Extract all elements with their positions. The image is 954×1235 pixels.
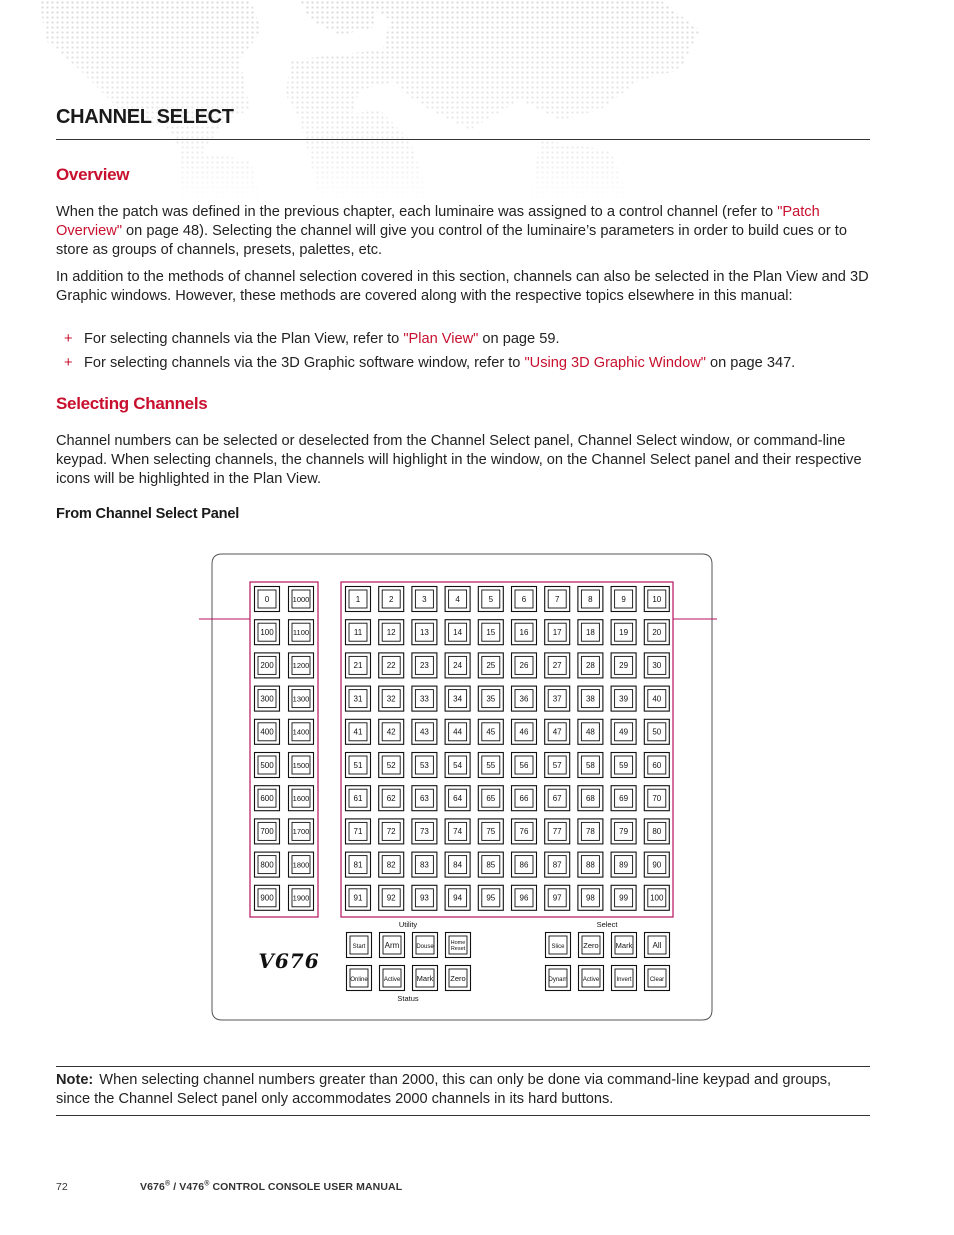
key-label: 25 — [486, 661, 496, 671]
select-label: Select — [596, 920, 618, 929]
key-label: 11 — [353, 628, 363, 637]
key-label: 51 — [353, 760, 363, 770]
status-label: Status — [397, 994, 419, 1003]
key-label: 65 — [486, 794, 496, 803]
key-label: 39 — [619, 694, 629, 704]
key-label: 93 — [419, 893, 429, 903]
registered-mark: ® — [164, 1180, 171, 1187]
plan-view-link[interactable]: "Plan View" — [403, 331, 479, 347]
key-label: 53 — [419, 760, 429, 770]
key-label: 1800 — [292, 860, 310, 870]
key-label: Zero — [450, 973, 466, 983]
page-number: 72 — [56, 1180, 68, 1193]
key-label: 300 — [260, 694, 274, 704]
key-label: 33 — [419, 694, 429, 704]
key-label: 600 — [260, 794, 274, 803]
key-label: 66 — [519, 794, 529, 803]
panel-outline-top — [212, 554, 712, 580]
key-label: 44 — [453, 727, 463, 737]
key-label: 88 — [585, 860, 595, 870]
bullet-item — [64, 354, 864, 373]
key-label: 900 — [260, 893, 274, 903]
key-label: Zero — [583, 940, 599, 950]
key-label: 37 — [552, 694, 562, 704]
key-label: 74 — [453, 827, 463, 837]
key-label: 16 — [519, 628, 529, 637]
model-v476: / V476 — [170, 1180, 205, 1193]
key-label: 20 — [652, 628, 662, 637]
key-label: 75 — [486, 827, 496, 837]
key-label: 29 — [619, 661, 629, 671]
key-label: 12 — [386, 628, 396, 637]
v676-logo: V676 — [258, 949, 320, 973]
model-v676: V676 — [140, 1180, 165, 1193]
key-label: 4 — [455, 594, 460, 604]
key-label: 7 — [554, 594, 560, 604]
key-label: 24 — [453, 661, 463, 671]
key-label: 21 — [353, 661, 363, 671]
key-label: 41 — [353, 727, 363, 737]
note-top-rule — [56, 1066, 870, 1067]
key-label: 1400 — [292, 727, 310, 737]
key-label: 9 — [621, 594, 626, 604]
key-label: 1200 — [292, 661, 310, 671]
key-label: 13 — [419, 628, 429, 637]
key-label: Active — [383, 976, 401, 983]
key-label: 48 — [585, 727, 595, 737]
key-label: 1000 — [292, 594, 310, 604]
key-label: 91 — [353, 893, 363, 903]
key-label: 23 — [419, 661, 429, 671]
key-label: 80 — [652, 827, 662, 837]
document-title — [140, 1181, 402, 1193]
key-label: 1600 — [292, 794, 310, 803]
key-label: 92 — [386, 893, 396, 903]
key-label: 35 — [486, 694, 496, 704]
key-label: Slice — [551, 943, 565, 950]
key-label: 38 — [585, 694, 595, 704]
key-label: 58 — [585, 760, 595, 770]
key-label: 57 — [552, 760, 562, 770]
bullet-text-a: For selecting channels via the Plan View, refer to — [84, 331, 404, 347]
key-label: All — [652, 940, 662, 950]
patch-overview-link[interactable]: "Patch Overview" — [56, 204, 820, 239]
key-label: 1700 — [292, 827, 310, 837]
key-label: 500 — [260, 760, 274, 770]
key-label: 50 — [652, 727, 662, 737]
key-label: 28 — [585, 661, 595, 671]
key-label: 77 — [552, 827, 562, 837]
key-label: 73 — [419, 827, 429, 837]
overview-heading: Overview — [56, 165, 130, 184]
note-bottom-rule — [56, 1115, 870, 1116]
key-label: 3 — [422, 594, 427, 604]
key-label: 22 — [386, 661, 396, 671]
registered-mark: ® — [204, 1180, 210, 1187]
note-text: When selecting channel numbers greater than 2000, this can only be done via command-line keypad and groups, since the Channel Select panel only accommodates 2000 channels in its hard buttons. — [56, 1072, 832, 1107]
key-label: 18 — [585, 628, 595, 637]
key-label: 2 — [388, 594, 394, 604]
key-label: 15 — [486, 628, 496, 637]
key-label: 83 — [419, 860, 429, 870]
key-label: 1900 — [292, 893, 310, 903]
key-label: 68 — [585, 794, 595, 803]
panel-outline-bottom — [212, 1000, 712, 1020]
key-label: 1300 — [292, 694, 310, 704]
bullet-text-b: on page 59. — [478, 331, 560, 347]
key-label: 30 — [652, 661, 662, 671]
key-label: 200 — [260, 661, 274, 671]
key-label: Mark — [416, 973, 434, 983]
key-label: 100 — [650, 893, 664, 903]
bullet-text-b: on page 347. — [705, 355, 796, 371]
key-label: 42 — [386, 727, 396, 737]
key-label: 800 — [260, 860, 274, 870]
key-label: 64 — [453, 794, 463, 803]
key-label: 56 — [519, 760, 529, 770]
key-label: 10 — [652, 594, 662, 604]
key-label: Reset — [450, 946, 466, 952]
key-label: 1100 — [292, 628, 310, 637]
key-label: 99 — [619, 893, 629, 903]
key-label: 400 — [260, 727, 274, 737]
key-label: 54 — [453, 760, 463, 770]
world-map-background — [0, 0, 954, 200]
key-label: 60 — [652, 760, 662, 770]
key-label: 1500 — [292, 760, 310, 770]
page-title: CHANNEL SELECT — [56, 106, 234, 128]
overview-p1-text-a: When the patch was defined in the previous chapter, each luminaire was assigned to a control channel (refer to — [56, 204, 778, 220]
key-label: 62 — [386, 794, 396, 803]
key-label: 78 — [585, 827, 595, 837]
key-label: 52 — [386, 760, 396, 770]
key-label: 71 — [353, 827, 363, 837]
key-label: 81 — [353, 860, 363, 870]
key-label: 55 — [486, 760, 496, 770]
key-label: 17 — [552, 628, 562, 637]
key-label: 98 — [585, 893, 595, 903]
key-label: Clear — [649, 976, 665, 983]
key-label: 45 — [486, 727, 496, 737]
note-box — [56, 1071, 868, 1109]
key-label: 84 — [453, 860, 463, 870]
overview-paragraph-1 — [56, 203, 871, 260]
key-label: Arm — [384, 940, 400, 950]
key-label: 69 — [619, 794, 629, 803]
key-label: 26 — [519, 661, 529, 671]
key-label: Home — [450, 940, 466, 946]
key-label: 8 — [588, 594, 593, 604]
bullet-marker: + — [64, 331, 73, 347]
key-label: 70 — [652, 794, 662, 803]
key-label: 79 — [619, 827, 629, 837]
key-label: 59 — [619, 760, 629, 770]
key-label: 96 — [519, 893, 529, 903]
note-label: Note: — [56, 1072, 94, 1088]
key-label: 43 — [419, 727, 429, 737]
selecting-channels-heading: Selecting Channels — [56, 394, 208, 413]
bullet-item — [64, 330, 864, 349]
channel-select-panel-figure — [199, 550, 719, 1025]
key-label: 40 — [652, 694, 662, 704]
title-divider — [56, 139, 870, 140]
key-label: 34 — [453, 694, 463, 704]
key-label: Douse — [416, 943, 434, 950]
bullet-text-a: For selecting channels via the 3D Graphic software window, refer to — [84, 355, 525, 371]
key-label: 6 — [521, 594, 527, 604]
key-label: 47 — [552, 727, 562, 737]
key-label: 95 — [486, 893, 496, 903]
key-label: Active — [582, 976, 600, 983]
selecting-channels-paragraph: Channel numbers can be selected or deselected from the Channel Select panel, Channel Select window, or command-line keypad. When selecting channels, the channels will highlight in the window, on the Channel Select panel and their respective icons will be highlighted in the Plan View. — [56, 433, 862, 487]
key-label: 67 — [552, 794, 562, 803]
key-label: Online — [350, 976, 368, 983]
manual-name: CONTROL CONSOLE USER MANUAL — [209, 1180, 403, 1193]
key-label: 61 — [353, 794, 363, 803]
key-label: 85 — [486, 860, 496, 870]
key-label: 86 — [519, 860, 529, 870]
key-label: 87 — [552, 860, 562, 870]
key-label: 1 — [355, 594, 361, 604]
bullet-marker: + — [64, 355, 73, 371]
utility-label: Utility — [398, 920, 418, 929]
3d-graphic-window-link[interactable]: "Using 3D Graphic Window" — [524, 355, 706, 371]
key-label: 36 — [519, 694, 529, 704]
key-label: 100 — [260, 628, 274, 637]
key-label: 49 — [619, 727, 629, 737]
key-label: 31 — [353, 694, 363, 704]
key-label: 27 — [552, 661, 562, 671]
key-label: 97 — [552, 893, 562, 903]
key-label: 5 — [488, 594, 494, 604]
key-label: 72 — [386, 827, 396, 837]
key-label: 700 — [260, 827, 274, 837]
key-label: 90 — [652, 860, 662, 870]
key-label: 14 — [453, 628, 463, 637]
page-footer — [56, 1180, 402, 1193]
overview-p1-text-b: on page 48). Selecting the channel will give you control of the luminaire’s parameters in order to build cues or to store as groups of channels, presets, palettes, etc. — [56, 223, 847, 258]
key-label: 63 — [419, 794, 429, 803]
key-label: 82 — [386, 860, 396, 870]
from-panel-heading: From Channel Select Panel — [56, 506, 240, 522]
key-label: 89 — [619, 860, 629, 870]
overview-paragraph-2: In addition to the methods of channel selection covered in this section, channels can also be selected in the Plan View and 3D Graphic windows. However, these methods are covered along with the respective topics elsewhere in this manual: — [56, 269, 869, 304]
key-label: 76 — [519, 827, 529, 837]
key-label: 32 — [386, 694, 396, 704]
key-label: Invert — [616, 976, 632, 983]
key-label: 46 — [519, 727, 529, 737]
key-label: 19 — [619, 628, 629, 637]
key-label: 94 — [453, 893, 463, 903]
key-label: Start — [352, 943, 366, 950]
key-label: Dynam — [548, 976, 568, 983]
key-label: Mark — [615, 940, 633, 950]
key-label: 0 — [264, 594, 270, 604]
